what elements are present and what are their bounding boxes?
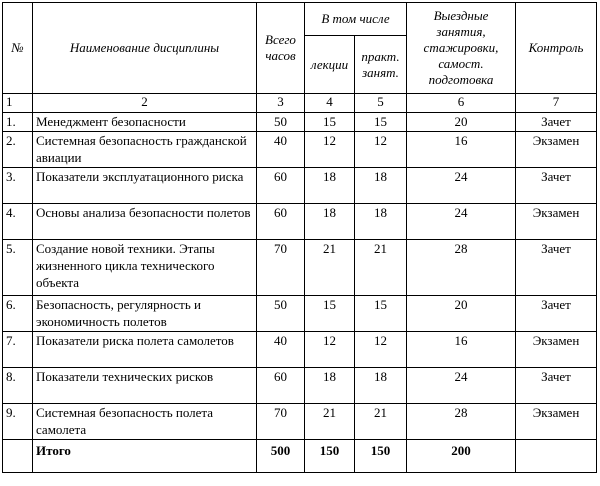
header-including: В том числе	[305, 3, 407, 36]
row-field: 16	[407, 332, 516, 368]
total-control	[516, 440, 597, 473]
row-total: 50	[257, 296, 305, 332]
table-row	[3, 168, 597, 204]
row-total: 60	[257, 204, 305, 240]
row-field: 24	[407, 168, 516, 204]
header-field: Выездные занятия, стажировки, самост. подготовка	[407, 3, 516, 94]
row-discipline: Показатели эксплуатационного риска	[33, 168, 257, 204]
row-num: 9.	[3, 404, 33, 440]
row-lectures: 18	[305, 168, 355, 204]
col-number: 1	[3, 94, 33, 113]
row-num: 8.	[3, 368, 33, 404]
col-number: 3	[257, 94, 305, 113]
row-lectures: 21	[305, 404, 355, 440]
curriculum-table	[2, 2, 597, 473]
row-lectures: 21	[305, 240, 355, 296]
header-control: Контроль	[516, 3, 597, 94]
row-control: Экзамен	[516, 404, 597, 440]
header-discipline: Наименование дисциплины	[33, 3, 257, 94]
row-control: Зачет	[516, 296, 597, 332]
row-total: 60	[257, 368, 305, 404]
col-number: 5	[355, 94, 407, 113]
total-hours: 500	[257, 440, 305, 473]
row-field: 24	[407, 204, 516, 240]
table-row	[3, 296, 597, 332]
row-discipline: Основы анализа безопасности полетов	[33, 204, 257, 240]
row-lectures: 18	[305, 368, 355, 404]
row-total: 50	[257, 113, 305, 132]
row-num: 4.	[3, 204, 33, 240]
row-lectures: 12	[305, 132, 355, 168]
row-num: 2.	[3, 132, 33, 168]
col-number: 7	[516, 94, 597, 113]
row-total: 40	[257, 132, 305, 168]
col-number: 4	[305, 94, 355, 113]
row-practical: 18	[355, 168, 407, 204]
row-field: 16	[407, 132, 516, 168]
row-practical: 15	[355, 113, 407, 132]
total-label: Итого	[33, 440, 257, 473]
row-practical: 15	[355, 296, 407, 332]
row-control: Зачет	[516, 240, 597, 296]
row-total: 60	[257, 168, 305, 204]
row-discipline: Системная безопасность гражданской авиации	[33, 132, 257, 168]
row-control: Зачет	[516, 368, 597, 404]
total-practical: 150	[355, 440, 407, 473]
row-field: 24	[407, 368, 516, 404]
row-num: 1.	[3, 113, 33, 132]
row-practical: 21	[355, 404, 407, 440]
row-control: Экзамен	[516, 204, 597, 240]
row-field: 28	[407, 240, 516, 296]
row-total: 70	[257, 240, 305, 296]
header-practical: практ. занят.	[355, 36, 407, 94]
row-num: 6.	[3, 296, 33, 332]
total-lectures: 150	[305, 440, 355, 473]
row-total: 70	[257, 404, 305, 440]
row-practical: 18	[355, 368, 407, 404]
total-field: 200	[407, 440, 516, 473]
table-row	[3, 113, 597, 132]
row-field: 20	[407, 296, 516, 332]
table-row	[3, 368, 597, 404]
row-discipline: Менеджмент безопасности	[33, 113, 257, 132]
row-control: Экзамен	[516, 332, 597, 368]
col-number: 2	[33, 94, 257, 113]
row-practical: 21	[355, 240, 407, 296]
row-control: Экзамен	[516, 132, 597, 168]
row-practical: 12	[355, 332, 407, 368]
table-row	[3, 240, 597, 296]
row-num: 3.	[3, 168, 33, 204]
row-practical: 18	[355, 204, 407, 240]
table-row	[3, 404, 597, 440]
row-lectures: 15	[305, 296, 355, 332]
row-num: 7.	[3, 332, 33, 368]
row-num: 5.	[3, 240, 33, 296]
row-field: 20	[407, 113, 516, 132]
table-row	[3, 204, 597, 240]
header-num: №	[3, 3, 33, 94]
row-discipline: Показатели риска полета самолетов	[33, 332, 257, 368]
row-discipline: Системная безопасность полета самолета	[33, 404, 257, 440]
total-num	[3, 440, 33, 473]
row-field: 28	[407, 404, 516, 440]
row-lectures: 12	[305, 332, 355, 368]
total-row	[3, 440, 597, 473]
row-practical: 12	[355, 132, 407, 168]
header-lectures: лекции	[305, 36, 355, 94]
table-row	[3, 332, 597, 368]
table-row	[3, 132, 597, 168]
row-discipline: Безопасность, регулярность и экономичность полетов	[33, 296, 257, 332]
row-control: Зачет	[516, 113, 597, 132]
row-discipline: Создание новой техники. Этапы жизненного цикла технического объекта	[33, 240, 257, 296]
row-lectures: 15	[305, 113, 355, 132]
row-discipline: Показатели технических рисков	[33, 368, 257, 404]
row-control: Зачет	[516, 168, 597, 204]
row-total: 40	[257, 332, 305, 368]
header-total-hours: Всего часов	[257, 3, 305, 94]
row-lectures: 18	[305, 204, 355, 240]
col-number: 6	[407, 94, 516, 113]
